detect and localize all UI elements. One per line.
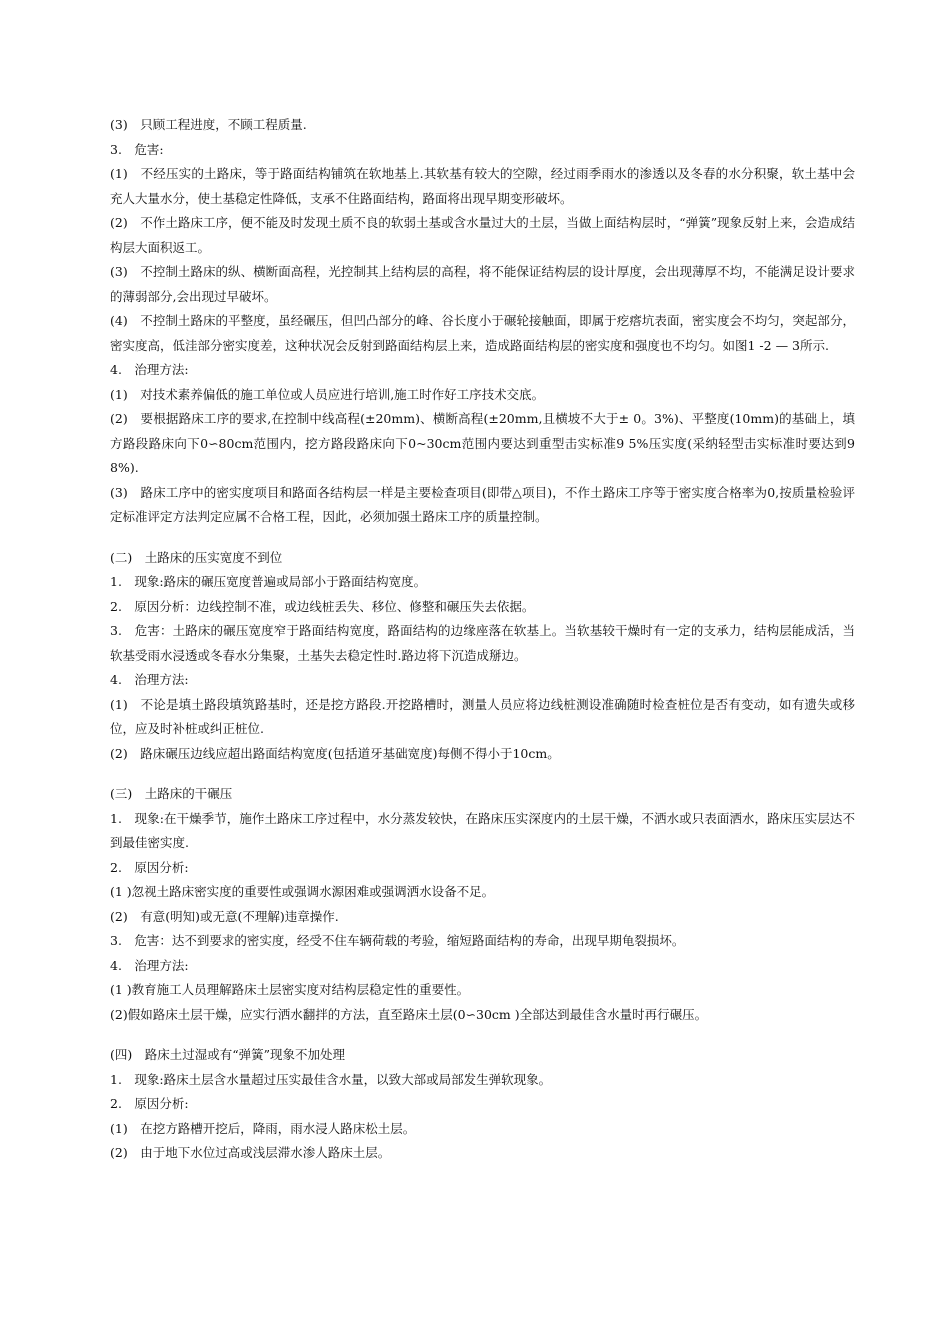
paragraph: (1) 对技术素养偏低的施工单位或人员应进行培训,施工时作好工序技术交底。: [110, 386, 545, 402]
section-gap: [110, 530, 855, 546]
paragraph: 4. 治理方法:: [110, 957, 189, 973]
paragraph: (1 )忽视土路床密实度的重要性或强调水源困难或强调洒水设备不足。: [110, 884, 495, 899]
paragraph: (3) 只顾工程进度，不顾工程质量.: [110, 117, 307, 132]
section-gap: [110, 766, 855, 782]
section-heading: (二) 土路床的压实宽度不到位: [110, 549, 283, 565]
paragraph: 1. 现象:路床的碾压宽度普遍或局部小于路面结构宽度。: [110, 574, 427, 589]
paragraph: 1. 现象:路床土层含水量超过压实最佳含水量，以致大部或局部发生弹软现象。: [110, 1071, 552, 1087]
paragraph: 3. 危害：达不到要求的密实度，经受不住车辆荷载的考验，缩短路面结构的寿命，出现早期龟裂损坏。: [110, 933, 685, 948]
paragraph: (1) 不经压实的土路床，等于路面结构铺筑在软地基上.其软基有较大的空隙，经过雨季雨水的渗透以及冬春的水分积聚，软土基中会充人大量水分，使土基稳定性降低，支承不住路面结构，路面将出现早期变形破坏。: [110, 166, 855, 206]
paragraph: (3) 不控制土路床的纵、横断面高程，光控制其上结构层的高程，将不能保证结构层的设计厚度，会出现薄厚不均，不能满足设计要求的薄弱部分,会出现过早破坏。: [110, 264, 855, 304]
paragraph: 3. 危害:: [110, 141, 164, 157]
paragraph: 4. 治理方法:: [110, 672, 189, 687]
paragraph: (1 )教育施工人员理解路床土层密实度对结构层稳定性的重要性。: [110, 982, 470, 997]
paragraph: 2. 原因分析：边线控制不准，或边线桩丢失、移位、修整和碾压失去依据。: [110, 598, 535, 614]
paragraph: (3) 路床工序中的密实度项目和路面各结构层一样是主要检查项目(即带△项目)，不作土路床工序等于密实度合格率为0,按质量检验评定标准评定方法判定应属不合格工程，因此，必须加强土路床工序的质量控制。: [110, 484, 855, 524]
document-body: [110, 113, 855, 1166]
paragraph: 3. 危害：土路床的碾压宽度窄于路面结构宽度，路面结构的边缘座落在软基上。当软基较干燥时有一定的支承力，结构层能成活，当软基受雨水浸透或冬春水分集聚，土基失去稳定性时.路边将下沉造成掰边。: [110, 623, 855, 663]
paragraph: 2. 原因分析:: [110, 859, 189, 875]
section-heading: (三) 土路床的干碾压: [110, 786, 233, 801]
paragraph: (2) 不作土路床工序，便不能及时发现土质不良的软弱土基或含水量过大的土层，当做上面结构层时，“弹簧”现象反射上来，会造成结构层大面积返工。: [110, 215, 855, 255]
paragraph: 4. 治理方法:: [110, 362, 189, 377]
paragraph: (2)假如路床土层干燥，应实行洒水翻拌的方法，直至路床土层(0∽30cm )全部达到最佳含水量时再行碾压。: [110, 1006, 708, 1022]
paragraph: (2) 由于地下水位过高或浅层滞水渗人路床土层。: [110, 1145, 391, 1160]
paragraph: (4) 不控制土路床的平整度，虽经碾压，但凹凸部分的峰、谷长度小于碾轮接触面，即属于疙瘩坑表面，密实度会不均匀，突起部分，密实度高，低洼部分密实度差，这种状况会反射到路面结构层上来，造成路面结构层的密实度和强度也不均匀。如图1 -2 — 3所示.: [110, 313, 855, 353]
paragraph: (2) 路床碾压边线应超出路面结构宽度(包括道牙基础宽度)每侧不得小于10cm。: [110, 745, 560, 761]
paragraph: 1. 现象:在干燥季节，施作土路床工序过程中，水分蒸发较快，在路床压实深度内的土层干燥，不洒水或只表面洒水，路床压实层达不到最佳密实度.: [110, 810, 855, 850]
paragraph: (1) 在挖方路槽开挖后，降雨，雨水浸人路床松土层。: [110, 1120, 416, 1136]
section-gap: [110, 1027, 855, 1043]
paragraph: (1) 不论是填土路段填筑路基时，还是挖方路段.开挖路槽时，测量人员应将边线桩测设准确随时检查桩位是否有变动，如有遗失或移位，应及时补桩或纠正桩位.: [110, 696, 855, 736]
paragraph: (2) 有意(明知)或无意(不理解)违章操作.: [110, 908, 339, 924]
section-heading: (四) 路床土过湿或有“弹簧”现象不加处理: [110, 1047, 346, 1062]
paragraph: (2) 要根据路床工序的要求,在控制中线高程(±20mm)、横断高程(±20mm,且横坡不大于± 0。3%)、平整度(10mm)的基础上，填方路段路床向下0∽80cm范围内，挖方路段路床向下0~30cm范围内要达到重型击实标准9 5%压实度(采纳轻型击实标准时要达到98%).: [110, 411, 855, 475]
paragraph: 2. 原因分析:: [110, 1096, 189, 1111]
